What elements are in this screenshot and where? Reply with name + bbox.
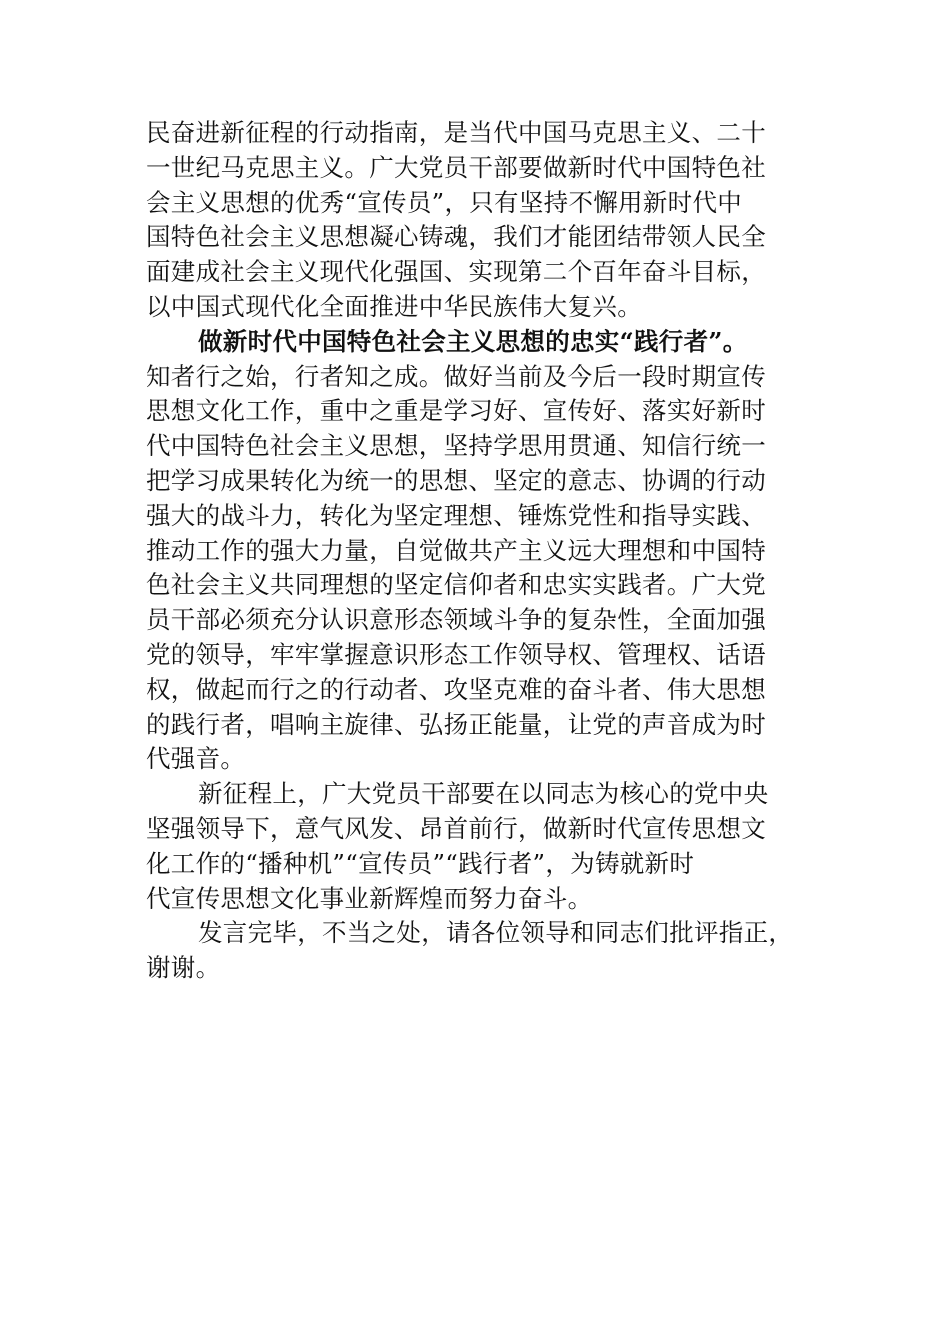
text-line: 把学习成果转化为统一的思想、坚定的意志、协调的行动 (146, 465, 766, 495)
text-line: 民奋进新征程的行动指南，是当代中国马克思主义、二十 (146, 118, 766, 147)
text-line: 代中国特色社会主义思想，坚持学思用贯通、知信行统一 (146, 431, 766, 461)
text-line: 思想文化工作，重中之重是学习好、宣传好、落实好新时 (146, 396, 766, 426)
text-line: 会主义思想的优秀“宣传员”，只有坚持不懈用新时代中 (146, 187, 743, 217)
text-line: 代强音。 (146, 744, 246, 774)
text-line: 知者行之始，行者知之成。做好当前及今后一段时期宣传 (146, 361, 766, 391)
text-line: 的践行者，唱响主旋律、弘扬正能量，让党的声音成为时 (146, 709, 766, 739)
text-line: 坚强领导下，意气风发、昂首前行，做新时代宣传思想文 (146, 813, 766, 843)
text-line: 一世纪马克思主义。广大党员干部要做新时代中国特色社 (146, 152, 766, 182)
section-heading: 做新时代中国特色社会主义思想的忠实“践行者”。 (198, 326, 748, 356)
text-line: 强大的战斗力，转化为坚定理想、锤炼党性和指导实践、 (146, 500, 766, 530)
text-line: 国特色社会主义思想凝心铸魂，我们才能团结带领人民全 (146, 222, 766, 252)
text-line: 权，做起而行之的行动者、攻坚克难的奋斗者、伟大思想 (146, 674, 766, 704)
text-line: 党的领导，牢牢掌握意识形态工作领导权、管理权、话语 (146, 639, 766, 669)
text-line: 以中国式现代化全面推进中华民族伟大复兴。 (146, 291, 642, 321)
text-line: 推动工作的强大力量，自觉做共产主义远大理想和中国特 (146, 535, 766, 565)
paragraph-start-line: 新征程上，广大党员干部要在以同志为核心的党中央 (198, 779, 769, 809)
text-line: 代宣传思想文化事业新辉煌而努力奋斗。 (146, 883, 593, 913)
text-line: 面建成社会主义现代化强国、实现第二个百年奋斗目标， (146, 257, 766, 287)
text-line: 员干部必须充分认识意形态领域斗争的复杂性，全面加强 (146, 605, 766, 635)
closing-line: 发言完毕，不当之处，请各位领导和同志们批评指正， (198, 918, 794, 948)
text-line: 化工作的“播种机”“宣传员”“践行者”，为铸就新时 (146, 848, 695, 878)
document-body (146, 116, 846, 986)
closing-thanks-line: 谢谢。 (146, 953, 221, 983)
text-line: 色社会主义共同理想的坚定信仰者和忠实实践者。广大党 (146, 570, 766, 600)
